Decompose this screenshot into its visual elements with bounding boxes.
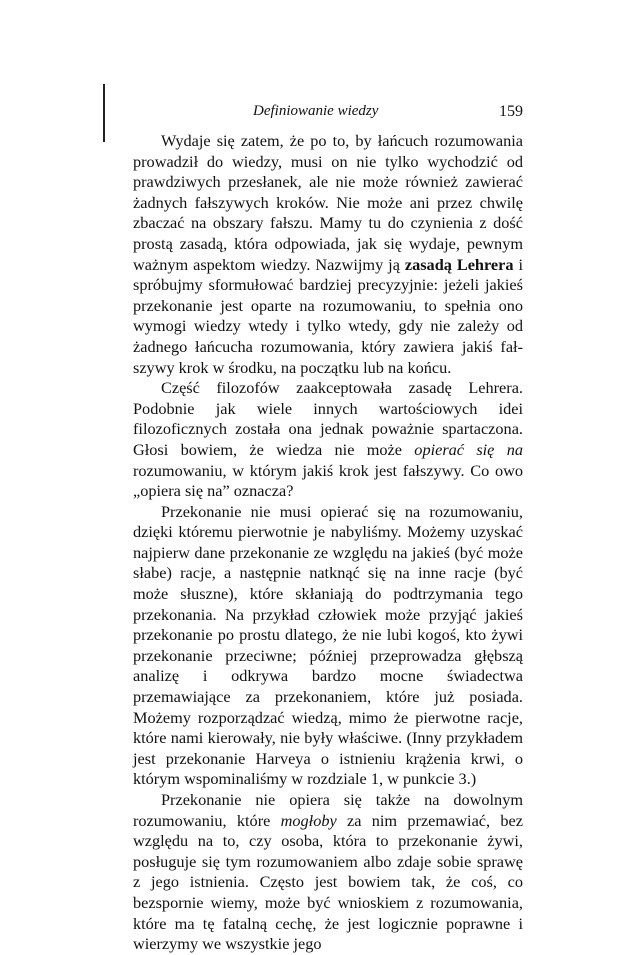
text-run: Przekonanie nie opiera się także na dowolnym rozumowaniu, które bbox=[133, 790, 523, 830]
text-run: za nim przemawiać, bez względu na to, czy osoba, która to przekonanie żywi, posługuje się tym rozumowaniem albo zdaje sobie sprawę z jego istnienia. Często jest bowiem tak, że coś, co bezspornie wiemy, może być wnioskiem z rozumowania, które ma tę fatalną cechę, że jest logicznie poprawne i wierzymy we wszystkie jego bbox=[133, 810, 523, 954]
text-run: i spróbujmy sformułować bardziej precyzyjnie: jeżeli jakieś przekonanie jest oparte na rozumowaniu, to spełnia ono wymogi wiedzy wtedy i tylko wtedy, gdy nie zależy od żadnego łańcucha rozumowania, który zawiera jakiś fałszywy krok w środku, na początku lub na końcu. bbox=[133, 254, 523, 377]
text-run: Wydaje się zatem, że po to, by łańcuch rozumowania prowadził do wiedzy, musi on nie tylko wychodzić od prawdziwych przesłanek, ale nie może również zawierać żadnych fałszywych kroków. Nie może ani przez chwilę zbaczać na obszary fałszu. Mamy tu do czynienia z dość prostą zasadą, która odpowiada, jak się wydaje, pewnym ważnym aspektom wiedzy. Nazwijmy ją bbox=[133, 131, 523, 274]
text-run: Przekonanie nie musi opierać się na rozumowaniu, dzięki któremu pierwotnie je nabyliśmy. Możemy uzyskać najpierw dane przekonanie ze względu na jakieś (być może słabe) racje, a następnie natknąć się na inne racje (być może słuszne), które skłaniają do podtrzymania tego przekonania. Na przykład człowiek może przyjąć jakieś przekonanie po prostu dlatego, że nie lubi kogoś, kto żywi przekonanie przeciwne; później przeprowadza głębszą analizę i odkrywa bardzo mocne świadectwa przemawiające za przekonaniem, które już posiada. Możemy rozporządzać wiedzą, mimo że pierwotne racje, które nami kierowały, nie były właściwe. (Inny przykładem jest przekonanie Harveya o istnieniu krążenia krwi, o którym wspominaliśmy w rozdziale 1, w punkcie 3.) bbox=[133, 501, 523, 789]
italic-term: opierać się na bbox=[414, 439, 523, 459]
text-run: Część filozofów zaakceptowała zasadę Lehrera. Podobnie jak wiele innych wartościowych idei filozoficznych została ona jednak poważnie spartaczona. Głosi bowiem, że wiedza nie może bbox=[133, 378, 523, 459]
running-title: Definiowanie wiedzy bbox=[253, 103, 379, 119]
page-number: 159 bbox=[499, 103, 523, 120]
paragraph bbox=[133, 378, 523, 502]
body-text bbox=[133, 131, 523, 955]
paragraph bbox=[133, 131, 523, 378]
paragraph bbox=[133, 790, 523, 955]
italic-term: mogłoby bbox=[280, 810, 337, 830]
page-header bbox=[133, 103, 523, 127]
paragraph bbox=[133, 502, 523, 790]
text-run: rozumowaniu, w którym jakiś krok jest fałszywy. Co owo „opiera się na” oznacza? bbox=[133, 460, 523, 501]
bold-term: zasadą Lehrera bbox=[404, 254, 514, 274]
page-edge-line bbox=[103, 84, 105, 142]
